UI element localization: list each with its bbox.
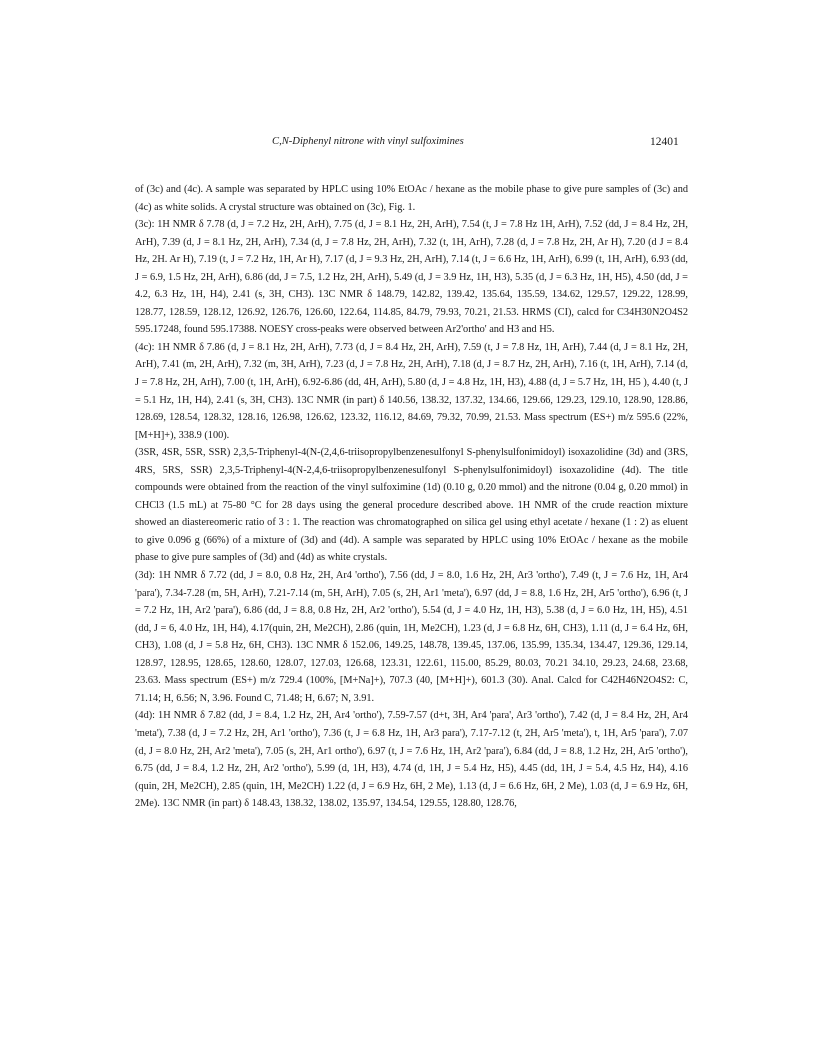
paragraph-3c-nmr: (3c): 1H NMR δ 7.78 (d, J = 7.2 Hz, 2H, ArH), 7.75 (d, J = 8.1 Hz, 2H, ArH), 7.54 (t, J = 7.8 Hz 1H, ArH), 7.52 (dd, J = 8.4 Hz, 2H, ArH), 7.39 (d, J = 8.1 Hz, 2H, ArH), 7.34 (d, J = 7.8 Hz, 2H, ArH), 7.32 (t, 1H, ArH), 7.28 (d, J = 7.8 Hz, 2H, Ar H), 7.20 (d J = 8.4 Hz, 2H. Ar H), 7.19 (t, J = 7.2 Hz, 1H, Ar H), 7.17 (d, J = 9.3 Hz, 2H, ArH), 7.14 (t, J = 6.6 Hz, 1H, ArH), 6.99 (t, 1H, ArH), 6.93 (dd, J = 6.9, 1.5 Hz, 2H, ArH), 6.86 (dd, J = 7.5, 1.2 Hz, 2H, ArH), 5.49 (d, J = 3.9 Hz, 1H, H3), 5.35 (d, J = 6.3 Hz, 1H, H5), 4.50 (dd, J = 4.2, 6.3 Hz, 1H, H4), 2.41 (s, 3H, CH3). 13C NMR δ 148.79, 142.82, 139.42, 135.64, 135.59, 134.62, 129.57, 129.22, 128.99, 128.77, 128.59, 128.12, 126.92, 126.76, 126.60, 122.64, 114.85, 84.79, 79.93, 70.21, 21.53. HRMS (CI), calcd for C34H30N2O4S2 595.17248, found 595.17388. NOESY cross-peaks were observed between Ar2'ortho' and H3 and H5. [135, 219, 688, 336]
paragraph-continuation: of (3c) and (4c). A sample was separated by HPLC using 10% EtOAc / hexane as the mobile phase to give pure samples of (3c) and (4c) as white solids. A crystal structure was obtained on (3c), Fig. 1. [135, 184, 688, 213]
running-header [0, 136, 816, 154]
page-number: 12401 [650, 136, 679, 148]
paragraph-3d-4d-synthesis: (3SR, 4SR, 5SR, SSR) 2,3,5-Triphenyl-4(N-(2,4,6-triisopropylbenzenesulfonyl S-phenylsulfonimidoyl) isoxazolidine (3d) and (3RS, 4RS, 5RS, SSR) 2,3,5-Triphenyl-4(N-2,4,6-triisopropylbenzenesulfonyl S-phenylsulfonimidoyl) isoxazolidine (4d). The title compounds were obtained from the reaction of the vinyl sulfoximine (1d) (0.10 g, 0.20 mmol) and the nitrone (0.04 g, 0.20 mmol) in CHCl3 (1.5 mL) at 75-80 °C for 28 days using the general procedure described above. 1H NMR of the crude reaction mixture showed an diastereomeric ratio of 3 : 1. The reaction was chromatographed on silica gel using ethyl acetate / hexane (1 : 2) as eluent to give 0.096 g (66%) of a mixture of (3d) and (4d). A sample was separated by HPLC using 10% EtOAc / hexane as the mobile phase to give pure samples of (3d) and (4d) as white crystals. [135, 447, 688, 564]
body-text [135, 181, 688, 813]
paragraph-3d-nmr: (3d): 1H NMR δ 7.72 (dd, J = 8.0, 0.8 Hz, 2H, Ar4 'ortho'), 7.56 (dd, J = 8.0, 1.6 Hz, 2H, Ar3 'ortho'), 7.49 (t, J = 7.6 Hz, 1H, Ar4 'para'), 7.34-7.28 (m, 5H, ArH), 7.21-7.14 (m, 5H, ArH), 7.05 (s, 2H, Ar1 'meta'), 6.97 (dd, J = 8.8, 1.6 Hz, 2H, Ar5 'ortho'), 6.96 (t, J = 7.2 Hz, 1H, Ar2 'para'), 6.86 (dd, J = 8.8, 0.8 Hz, 2H, Ar2 'ortho'), 5.54 (d, J = 4.0 Hz, 1H, H3), 5.38 (d, J = 6.0 Hz, 1H, H5), 4.51 (dd, J = 6, 4.0 Hz, 1H, H4), 4.17(quin, 2H, Me2CH), 2.86 (quin, 1H, Me2CH), 1.23 (d, J = 6.8 Hz, 6H, CH3), 1.11 (d, J = 6.4 Hz, 6H, CH3), 1.08 (d, J = 5.8 Hz, 6H, CH3). 13C NMR δ 152.06, 149.25, 148.78, 139.45, 137.06, 135.99, 135.34, 134.47, 129.36, 129.14, 128.97, 128.95, 128.65, 128.60, 128.07, 127.03, 126.68, 123.31, 122.61, 115.00, 85.29, 80.03, 70.21 34.10, 29.23, 24.68, 23.68, 23.63. Mass spectrum (ES+) m/z 729.4 (100%, [M+Na]+), 707.3 (40, [M+H]+), 601.3 (30). Anal. Calcd for C42H46N2O4S2: C, 71.14; H, 6.56; N, 3.96. Found C, 71.48; H, 6.67; N, 3.91. [135, 570, 688, 704]
paragraph-4c-nmr: (4c): 1H NMR δ 7.86 (d, J = 8.1 Hz, 2H, ArH), 7.73 (d, J = 8.4 Hz, 2H, ArH), 7.59 (t, J = 7.8 Hz, 1H, ArH), 7.44 (d, J = 8.1 Hz, 2H, ArH), 7.41 (m, 2H, ArH), 7.32 (m, 3H, ArH), 7.23 (d, J = 7.8 Hz, 2H, ArH), 7.18 (d, J = 8.7 Hz, 2H, ArH), 7.16 (t, 1H, ArH), 7.14 (d, J = 7.8 Hz, 2H, ArH), 7.00 (t, 1H, ArH), 6.92-6.86 (dd, 4H, ArH), 5.80 (d, J = 4.8 Hz, 1H, H3), 4.88 (d, J = 5.7 Hz, 1H, H5 ), 4.40 (t, J = 5.1 Hz, 1H, H4), 2.41 (s, 3H, CH3). 13C NMR (in part) δ 140.56, 138.32, 137.32, 134.66, 129.66, 129.23, 129.10, 128.90, 128.86, 128.69, 128.54, 128.32, 128.16, 126.98, 126.62, 123.32, 116.12, 84.69, 79.32, 70.99, 21.53. Mass spectrum (ES+) m/z 595.6 (22%, [M+H]+), 338.9 (100). [135, 341, 688, 441]
paragraph-4d-nmr: (4d): 1H NMR δ 7.82 (dd, J = 8.4, 1.2 Hz, 2H, Ar4 'ortho'), 7.59-7.57 (d+t, 3H, Ar4 'para', Ar3 'ortho'), 7.42 (d, J = 8.4 Hz, 2H, Ar4 'meta'), 7.38 (d, J = 7.2 Hz, 2H, Ar1 'ortho'), 7.36 (t, J = 6.8 Hz, 1H, Ar3 para'), 7.17-7.12 (t, 2H, Ar5 'meta'), t, 1H, Ar5 'para'), 7.07 (d, J = 8.0 Hz, 2H, Ar2 'meta'), 7.05 (s, 2H, Ar1 ortho'), 6.97 (t, J = 7.6 Hz, 1H, Ar2 'para'), 6.84 (dd, J = 8.8, 1.2 Hz, 2H, Ar5 'ortho'), 6.75 (dd, J = 8.4, 1.2 Hz, 2H, Ar2 'ortho'), 5.99 (d, 1H, H3), 4.74 (d, 1H, J = 5.4 Hz, H5), 4.45 (dd, 1H, J = 5.4, 4.5 Hz, H4), 4.16 (quin, 2H, Me2CH), 2.85 (quin, 1H, Me2CH) 1.22 (d, J = 6.9 Hz, 6H, 2 Me), 1.13 (d, J = 6.6 Hz, 6H, 2 Me), 1.03 (d, J = 6.9 Hz, 6H, 2Me). 13C NMR (in part) δ 148.43, 138.32, 138.02, 135.97, 134.54, 129.55, 128.80, 128.76, [135, 710, 688, 810]
running-title: C,N-Diphenyl nitrone with vinyl sulfoximines [272, 136, 464, 147]
